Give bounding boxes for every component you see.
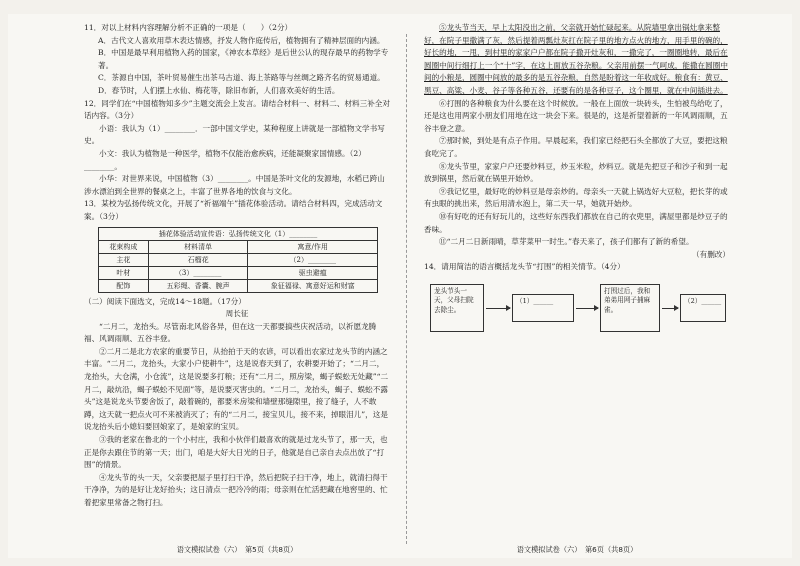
- article-paragraph-1: “二月二，龙抬头。尽管南北风俗各异，但在这一天都要搞些庆祝活动，以祈愿龙腾福、风调雨顺、五谷丰登。: [84, 321, 377, 344]
- table-cell: 石榴花: [148, 253, 248, 266]
- table-header: 寓意/作用: [248, 240, 378, 253]
- flow-box-1: 龙头节头一天，父母扫院去除尘。: [430, 284, 484, 332]
- flow-arrow: [576, 308, 598, 309]
- q11-option-c: C．茶源自中国，茶叶贸易催生出茶马古道、海上茶路等与丝绸之路齐名的贸易通道。: [98, 73, 385, 83]
- article-paragraph-5: [424, 22, 730, 98]
- table-header: 花束构成: [99, 240, 149, 253]
- flow-arrow: [486, 308, 510, 309]
- q12-stem: 12．同学们在“中国植物知多少”主题交流会上发言。请结合材料一、材料二、材料三补全对话内容。（3分）: [84, 98, 390, 121]
- q11-option-b: B．中国是最早利用植物入药的国家，《神农本草经》是后世公认的现存最早的药物学专著。: [98, 48, 389, 70]
- flow-arrow: [662, 308, 678, 309]
- flow-box-2[interactable]: （1）______: [512, 294, 574, 322]
- right-page: [424, 22, 730, 550]
- table-cell: 五彩绳、香囊、腕声: [148, 279, 248, 292]
- left-page: [84, 22, 390, 550]
- q11-option-a: A．古代文人喜欢用草木表达情感，抒发人物作庭传后，植物拥有了精神层面的内涵。: [98, 35, 385, 45]
- q11-stem: 11．对以上材料内容理解分析不正确的一项是（ ）（2分）: [84, 23, 293, 32]
- table-row: [99, 279, 378, 292]
- section-2-heading: （二）阅读下面选文，完成14～18题。（17分）: [84, 296, 246, 306]
- right-page-footer: 语文模拟试卷（六） 第6页（共8页）: [516, 545, 638, 554]
- table-cell: 叶材: [99, 266, 149, 279]
- article-paragraph-8: ⑧龙头节里，家家户户还要炒料豆，炒玉米粒，炒料豆。就是先把豆子和沙子和到一起放到锅里，然后就在锅里开始炒。: [424, 161, 728, 184]
- flow-box-3: 打围过后，我和弟弟用网子捕麻雀。: [600, 284, 660, 332]
- flower-arrangement-table: [98, 227, 378, 293]
- q12-xiaoyu: 小语：我认为（1）________．一部中国文学史，某种程度上讲就是一部植物文学书写史。: [84, 123, 385, 146]
- q14-flowchart: [424, 278, 730, 348]
- exam-sheet: [8, 14, 792, 558]
- table-cell: （3）________: [148, 266, 248, 279]
- table-cell: 驱虫避瘟: [248, 266, 378, 279]
- article-title: 周长征: [225, 309, 249, 319]
- article-paragraph-3: ③我的老家在鲁北的一个小村庄，我和小伙伴们最喜欢的就是过龙头节了，那一天，也正是你去跟住节的第一天；出门，咱是大好大日光的日子，他就是自己亲自去点出放了“打围”的情景。: [84, 435, 388, 470]
- table-header: 材料清单: [148, 240, 248, 253]
- table-cell: （2）________: [248, 253, 378, 266]
- table-row: [99, 253, 378, 266]
- table-row: [99, 266, 378, 279]
- q14-stem: 14．请用简洁的语言概括龙头节“打围”的相关情节。（4分）: [424, 262, 625, 272]
- q11-option-d: D．春节时，人们摆上水仙、梅花等，除旧布新，人们喜欢美好的生活。: [98, 85, 340, 95]
- underlined-passage: ⑤龙头节当天，早上太阳没出之前，父亲就开始忙碌起来。从院墙里拿出锅灶拿来整好，在院子里撒满了灰，然后提着两瓢灶灰扛在院子里的地方点火的地方，用手里的碗的，好长的地，一甩，到村里的家家户户都在院子撒开灶灰和，一撒完了，一圈圈地转，最后在圆圈中间行细打上一个“十”字，在这上面放五谷杂粮。父亲用前摆一气呵成，能撒在圆圈中间的小粮是，圆圈中间放的最多的是五谷杂粮，自然是盼着这一年收成好。粮食有：黄豆、黑豆、高粱、小麦、谷子等各种五谷，还要有的是各种豆子，这个圈里，就在中间插进去。: [424, 23, 728, 95]
- article-paragraph-2: ②二月二是北方农家的重要节日，从抬拍于天的农谚，可以看出农家过龙头节的内涵之丰富。“二月二，龙抬头，大家小户使耕牛”，这是说春天到了，农耕要开始了；“二月二，龙抬头，大仓满，小仓流”，这是说要多打粮；还有“二月二，照房梁，蝎子蜈蚣无处藏”“二月二，敲炕沿，蝎子蜈蚣不见面”等，是说要灭害虫的。“二月二，龙抬头，蝎子、蜈蚣不露头”这是说龙头节要舍饭了，敲着碗的，都要米房梁和墙壁那缝隙里，接了缝子，人不敢蹲，这天就一把点火可不来被消灭了；有的“二月二，接宝贝儿，接不来，掉眼泪儿”，这是说龙抬头后小媳妇要回娘家了，是娘家的宝贝。: [84, 346, 389, 432]
- q13-stem: 13．某校为弘扬传统文化，开展了“祈福端午”插花体验活动。请结合材料四，完成活动文案。（3分）: [84, 199, 383, 221]
- article-paragraph-9: ⑨我记忆里，最好吃的炒料豆是母亲炒的。母亲头一天就上锅选好大豆粒，把长芽的或有虫眼的挑出来，然后用清水泡上，第二天一早，她就开始炒。: [424, 186, 728, 209]
- source-note: （有删改）: [692, 249, 730, 259]
- article-paragraph-10: ⑩有好吃的还有好玩儿的，这些好东西我们都放在自己的衣兜里，满屋里都是炒豆子的香味。: [424, 211, 728, 234]
- page-divider: [406, 34, 407, 544]
- flow-box-4[interactable]: （2）______: [680, 294, 726, 322]
- table-cell: 象征福禄、寓意好运和财富: [248, 279, 378, 292]
- table-cell: 配饰: [99, 279, 149, 292]
- article-paragraph-4: ④龙头节的头一天，父亲要把屋子里打扫干净，然后把院子扫干净，地上，就清扫得干干净净，为的是好让龙好抬头；这日清点一把冷冷的雨；母亲则在忙活把藏在地窖里的、忙着把家里常备之物打扫。: [84, 472, 388, 507]
- article-paragraph-7: ⑦那时候，到处是有点子作用。早晨起来，我们家已经把石头全都放了大豆，要把这粮食吃完了。: [424, 136, 728, 158]
- left-page-footer: 语文模拟试卷（六） 第5页（共8页）: [176, 545, 298, 554]
- table-cell: 主花: [99, 253, 149, 266]
- article-paragraph-11: ⑪“二月二日新雨晴，草芽菜甲一时生。”春天来了，孩子们都有了新的希望。: [439, 237, 694, 247]
- q12-xiaowen: 小文：我认为植物是一种医学，植物不仅能治愈疾病，还能凝聚家国情感。（2）________。: [84, 148, 366, 171]
- q12-xiaohua: 小华：对世界来说，中国植物（3）________。中国是茶叶文化的发源地，水稻已跨山涉水漂泊到全世界的餐桌之上，丰富了世界各地的饮食与文化。: [84, 174, 385, 196]
- table-caption: 插花体验活动宣传语：弘扬传统文化（1）________: [98, 227, 378, 240]
- article-paragraph-6: ⑥打围的各种粮食为什么要在这个时候放。一般在上面放一块砖头，生怕被鸟给吃了，还是这也用两家小朋友们用地在这一块会下来。很是的，这是祈望着新的一年风调雨顺，五谷丰登之意。: [424, 98, 728, 133]
